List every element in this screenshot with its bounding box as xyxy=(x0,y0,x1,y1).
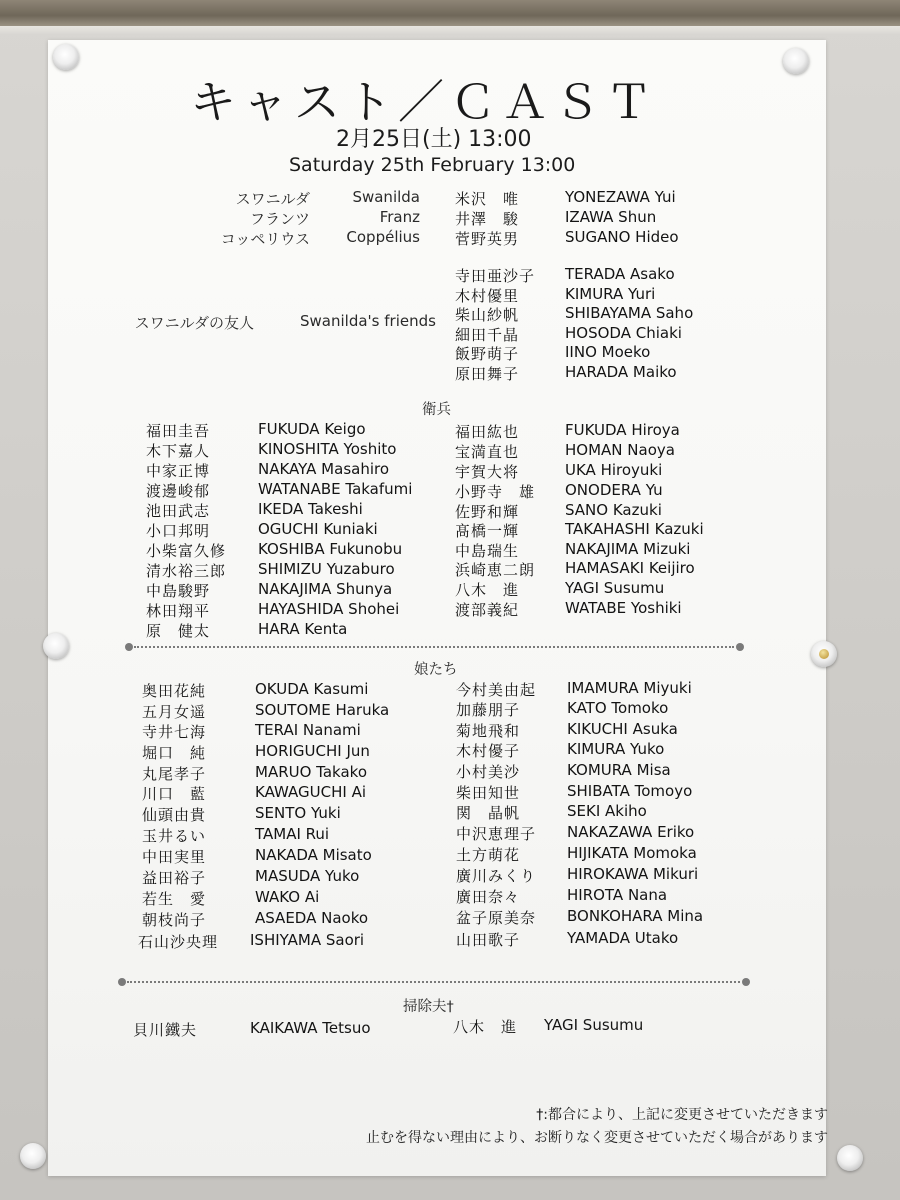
daughter-name-english: NAKAZAWA Eriko xyxy=(567,823,695,841)
friend-name-english: TERADA Asako xyxy=(565,265,675,283)
footnote-change-notice: 止むを得ない理由により、お断りなく変更させていただく場合があります xyxy=(366,1130,828,1146)
cleaner-name-english: KAIKAWA Tetsuo xyxy=(250,1019,371,1037)
daughter-name-japanese: 今村美由起 xyxy=(456,681,537,699)
daughter-name-japanese: 益田裕子 xyxy=(142,869,207,887)
name-english: IZAWA Shun xyxy=(565,208,657,226)
daughters-heading: 娘たち xyxy=(414,662,458,678)
daughter-name-english: BONKOHARA Mina xyxy=(567,907,704,925)
daughter-name-english: ASAEDA Naoko xyxy=(255,909,369,927)
divider-end-dot xyxy=(125,643,133,651)
push-pin-icon xyxy=(20,1143,46,1169)
guard-name-english: NAKAJIMA Shunya xyxy=(258,580,393,598)
push-pin-icon xyxy=(43,633,69,659)
daughter-name-japanese: 堀口 純 xyxy=(142,744,207,762)
role-japanese: スワニルダ xyxy=(235,190,310,208)
divider-end-dot xyxy=(742,978,750,986)
daughter-name-english: MARUO Takako xyxy=(255,763,367,781)
daughter-name-english: HIROTA Nana xyxy=(567,886,668,904)
name-japanese: 菅野英男 xyxy=(455,230,520,248)
friend-name-japanese: 原田舞子 xyxy=(455,365,520,383)
name-english: SUGANO Hideo xyxy=(565,228,679,246)
guard-name-japanese: 小口邦明 xyxy=(146,522,211,540)
guard-name-english: UKA Hiroyuki xyxy=(565,461,663,479)
friends-role-japanese: スワニルダの友人 xyxy=(134,314,254,332)
daughter-name-english: HIROKAWA Mikuri xyxy=(567,865,699,883)
daughter-name-japanese: 若生 愛 xyxy=(142,890,207,908)
cleaner-name-english: YAGI Susumu xyxy=(544,1016,644,1034)
daughter-name-english: HORIGUCHI Jun xyxy=(255,742,370,760)
name-japanese: 米沢 唯 xyxy=(455,190,520,208)
daughter-name-english: SENTO Yuki xyxy=(255,804,341,822)
guard-name-japanese: 渡部義紀 xyxy=(455,601,520,619)
guard-name-english: HARA Kenta xyxy=(258,620,348,638)
daughter-name-english: SEKI Akiho xyxy=(567,802,647,820)
guard-name-english: FUKUDA Keigo xyxy=(258,420,366,438)
guard-name-english: KOSHIBA Fukunobu xyxy=(258,540,403,558)
friend-name-japanese: 柴山紗帆 xyxy=(455,306,520,324)
daughter-name-english: SHIBATA Tomoyo xyxy=(567,782,693,800)
friend-name-english: KIMURA Yuri xyxy=(565,285,656,303)
guard-name-japanese: 佐野和輝 xyxy=(455,503,520,521)
daughter-name-japanese: 廣田奈々 xyxy=(456,888,521,906)
push-pin-icon xyxy=(811,641,837,667)
daughter-name-english: IMAMURA Miyuki xyxy=(567,679,692,697)
friend-name-japanese: 飯野萌子 xyxy=(455,345,520,363)
daughter-name-english: TERAI Nanami xyxy=(255,721,361,739)
friend-name-english: SHIBAYAMA Saho xyxy=(565,304,694,322)
guard-name-english: WATABE Yoshiki xyxy=(565,599,682,617)
guard-name-english: ONODERA Yu xyxy=(565,481,663,499)
divider-end-dot xyxy=(736,643,744,651)
push-pin-icon xyxy=(783,48,809,74)
daughter-name-english: YAMADA Utako xyxy=(567,929,679,947)
cleaner-name-japanese: 八木 進 xyxy=(453,1018,518,1036)
friends-role-english: Swanilda's friends xyxy=(300,312,436,330)
friend-name-english: HARADA Maiko xyxy=(565,363,677,381)
daughter-name-english: KIKUCHI Asuka xyxy=(567,720,678,738)
guard-name-japanese: 池田武志 xyxy=(146,502,211,520)
daughter-name-english: SOUTOME Haruka xyxy=(255,701,390,719)
guard-name-japanese: 中島瑞生 xyxy=(455,542,520,560)
friend-name-english: HOSODA Chiaki xyxy=(565,324,682,342)
daughter-name-english: KAWAGUCHI Ai xyxy=(255,783,366,801)
guard-name-japanese: 髙橋一輝 xyxy=(455,522,520,540)
dotted-divider xyxy=(127,981,740,983)
push-pin-icon xyxy=(837,1145,863,1171)
daughter-name-japanese: 中田実里 xyxy=(142,848,207,866)
guard-name-english: WATANABE Takafumi xyxy=(258,480,413,498)
role-english: Coppélius xyxy=(346,228,420,246)
guard-name-japanese: 福田紘也 xyxy=(455,423,520,441)
guard-name-english: FUKUDA Hiroya xyxy=(565,421,680,439)
guards-heading: 衛兵 xyxy=(422,402,451,418)
daughter-name-japanese: 山田歌子 xyxy=(456,931,521,949)
daughter-name-japanese: 寺井七海 xyxy=(142,723,207,741)
daughter-name-japanese: 関 晶帆 xyxy=(456,804,521,822)
guard-name-japanese: 八木 進 xyxy=(455,581,520,599)
daughter-name-japanese: 中沢恵理子 xyxy=(456,825,537,843)
guard-name-english: TAKAHASHI Kazuki xyxy=(565,520,704,538)
daughter-name-japanese: 奥田花純 xyxy=(142,682,207,700)
daughter-name-english: KOMURA Misa xyxy=(567,761,671,779)
guard-name-japanese: 小野寺 雄 xyxy=(455,483,536,501)
guard-name-english: IKEDA Takeshi xyxy=(258,500,363,518)
guard-name-japanese: 小柴富久修 xyxy=(146,542,227,560)
daughter-name-japanese: 川口 藍 xyxy=(142,785,207,803)
board-frame xyxy=(0,0,900,26)
name-japanese: 井澤 駿 xyxy=(455,210,520,228)
guard-name-english: NAKAYA Masahiro xyxy=(258,460,390,478)
guard-name-english: HAMASAKI Keijiro xyxy=(565,559,695,577)
daughter-name-english: ISHIYAMA Saori xyxy=(250,931,365,949)
guard-name-english: HOMAN Naoya xyxy=(565,441,675,459)
daughter-name-japanese: 玉井るい xyxy=(142,827,207,845)
push-pin-icon xyxy=(53,44,79,70)
guard-name-japanese: 宇賀大将 xyxy=(455,463,520,481)
guard-name-japanese: 渡邊峻郁 xyxy=(146,482,211,500)
guard-name-english: SHIMIZU Yuzaburo xyxy=(258,560,395,578)
daughter-name-english: OKUDA Kasumi xyxy=(255,680,369,698)
daughter-name-english: TAMAI Rui xyxy=(255,825,330,843)
daughter-name-japanese: 菊地飛和 xyxy=(456,722,521,740)
divider-end-dot xyxy=(118,978,126,986)
daughter-name-english: KIMURA Yuko xyxy=(567,740,665,758)
name-english: YONEZAWA Yui xyxy=(565,188,676,206)
friend-name-japanese: 寺田亜沙子 xyxy=(455,267,536,285)
friend-name-english: IINO Moeko xyxy=(565,343,651,361)
daughter-name-japanese: 土方萌花 xyxy=(456,846,521,864)
daughter-name-japanese: 柴田知世 xyxy=(456,784,521,802)
daughter-name-english: KATO Tomoko xyxy=(567,699,669,717)
guard-name-japanese: 林田翔平 xyxy=(146,602,211,620)
guard-name-english: YAGI Susumu xyxy=(565,579,665,597)
friend-name-japanese: 細田千晶 xyxy=(455,326,520,344)
guard-name-japanese: 中家正博 xyxy=(146,462,211,480)
footnote-dagger: †:都合により、上記に変更させていただきます xyxy=(536,1107,828,1123)
role-english: Franz xyxy=(379,208,420,226)
daughter-name-english: MASUDA Yuko xyxy=(255,867,360,885)
guard-name-japanese: 原 健太 xyxy=(146,622,211,640)
daughter-name-japanese: 朝枝尚子 xyxy=(142,911,207,929)
daughter-name-japanese: 小村美沙 xyxy=(456,763,521,781)
daughter-name-english: NAKADA Misato xyxy=(255,846,372,864)
guard-name-english: OGUCHI Kuniaki xyxy=(258,520,378,538)
guard-name-english: HAYASHIDA Shohei xyxy=(258,600,400,618)
daughter-name-english: HIJIKATA Momoka xyxy=(567,844,697,862)
date-english: Saturday 25th February 13:00 xyxy=(289,154,576,176)
daughter-name-japanese: 盆子原美奈 xyxy=(456,909,537,927)
role-english: Swanilda xyxy=(352,188,420,206)
dotted-divider xyxy=(134,646,734,648)
guard-name-english: NAKAJIMA Mizuki xyxy=(565,540,691,558)
guard-name-english: KINOSHITA Yoshito xyxy=(258,440,397,458)
daughter-name-english: WAKO Ai xyxy=(255,888,320,906)
daughter-name-japanese: 丸尾孝子 xyxy=(142,765,207,783)
guard-name-japanese: 宝満直也 xyxy=(455,443,520,461)
guard-name-japanese: 木下嘉人 xyxy=(146,442,211,460)
guard-name-japanese: 中島駿野 xyxy=(146,582,211,600)
daughter-name-japanese: 五月女遥 xyxy=(142,703,207,721)
guard-name-japanese: 浜崎恵二朗 xyxy=(455,561,536,579)
guard-name-english: SANO Kazuki xyxy=(565,501,662,519)
poster-title: キャスト／ＣＡＳＴ xyxy=(190,75,658,129)
daughter-name-japanese: 木村優子 xyxy=(456,742,521,760)
guard-name-japanese: 清水裕三郎 xyxy=(146,562,227,580)
daughter-name-japanese: 加藤朋子 xyxy=(456,701,521,719)
cleaner-name-japanese: 貝川鐵夫 xyxy=(133,1021,198,1039)
board-frame-inner xyxy=(0,26,900,34)
daughter-name-japanese: 廣川みくり xyxy=(456,867,537,885)
guard-name-japanese: 福田圭吾 xyxy=(146,422,211,440)
daughter-name-japanese: 石山沙央理 xyxy=(138,933,219,951)
friend-name-japanese: 木村優里 xyxy=(455,287,520,305)
daughter-name-japanese: 仙頭由貴 xyxy=(142,806,207,824)
role-japanese: コッペリウス xyxy=(220,230,310,248)
role-japanese: フランツ xyxy=(249,210,310,228)
date-japanese: 2月25日(土) 13:00 xyxy=(336,127,532,152)
cleaners-heading: 掃除夫† xyxy=(403,999,454,1015)
